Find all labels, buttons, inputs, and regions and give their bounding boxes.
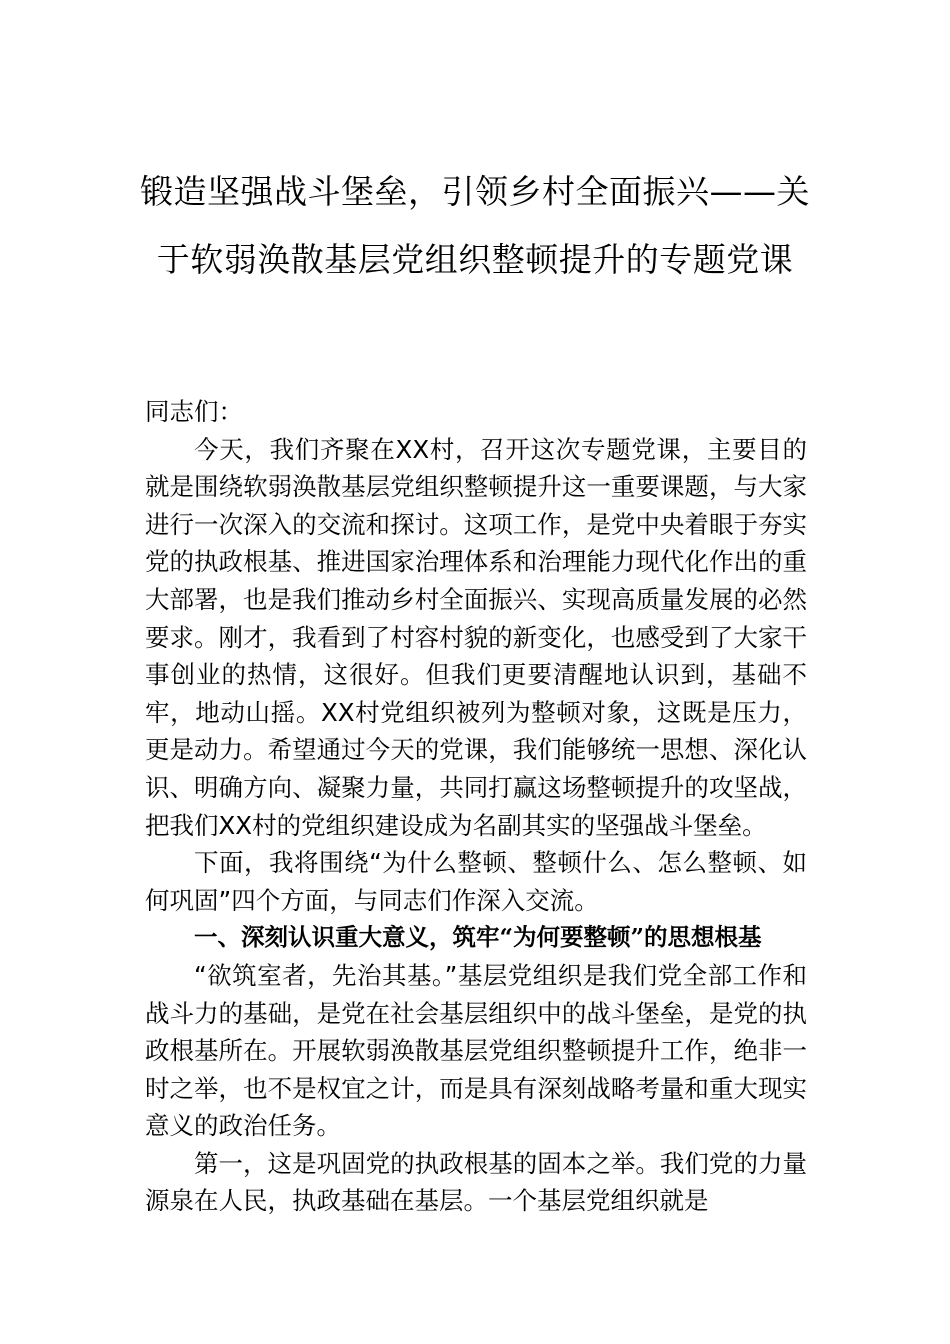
section-heading: 一、深刻认识重大意义，筑牢“为何要整顿”的思想根基 xyxy=(194,923,762,952)
paragraph: 今天，我们齐聚在XX村，召开这次专题党课，主要目的就是围绕软弱涣散基层党组织整顿提升这一重要课题，与大家进行一次深入的交流和探讨。这项工作，是党中央着眼于夯实党的执政根基、推进国家治理体系和治理能力现代化作出的重大部署，也是我们推动乡村全面振兴、实现高质量发展的必然要求。刚才，我看到了村容村貌的新变化，也感受到了大家干事创业的热情，这很好。但我们更要清醒地认识到，基础不牢，地动山摇。XX村党组织被列为整顿对象，这既是压力，更是动力。希望通过今天的党课，我们能够统一思想、深化认识、明确方向、凝聚力量，共同打赢这场整顿提升的攻坚战，把我们XX村的党组织建设成为名副其实的坚强战斗堡垒。 xyxy=(145,434,807,840)
paragraph: 第一，这是巩固党的执政根基的固本之举。我们党的力量源泉在人民，执政基础在基层。一个基层党组织就是 xyxy=(145,1148,807,1216)
document-body xyxy=(145,393,807,1220)
paragraph: “欲筑室者，先治其基。”基层党组织是我们党全部工作和战斗力的基础，是党在社会基层组织中的战斗堡垒，是党的执政根基所在。开展软弱涣散基层党组织整顿提升工作，绝非一时之举，也不是权宜之计，而是具有深刻战略考量和重大现实意义的政治任务。 xyxy=(145,960,807,1141)
paragraph: 下面，我将围绕“为什么整顿、整顿什么、怎么整顿、如何巩固”四个方面，与同志们作深入交流。 xyxy=(145,848,807,915)
document-title: 锻造坚强战斗堡垒，引领乡村全面振兴——关于软弱涣散基层党组织整顿提升的专题党课 xyxy=(140,172,810,279)
salutation: 同志们： xyxy=(145,397,243,426)
